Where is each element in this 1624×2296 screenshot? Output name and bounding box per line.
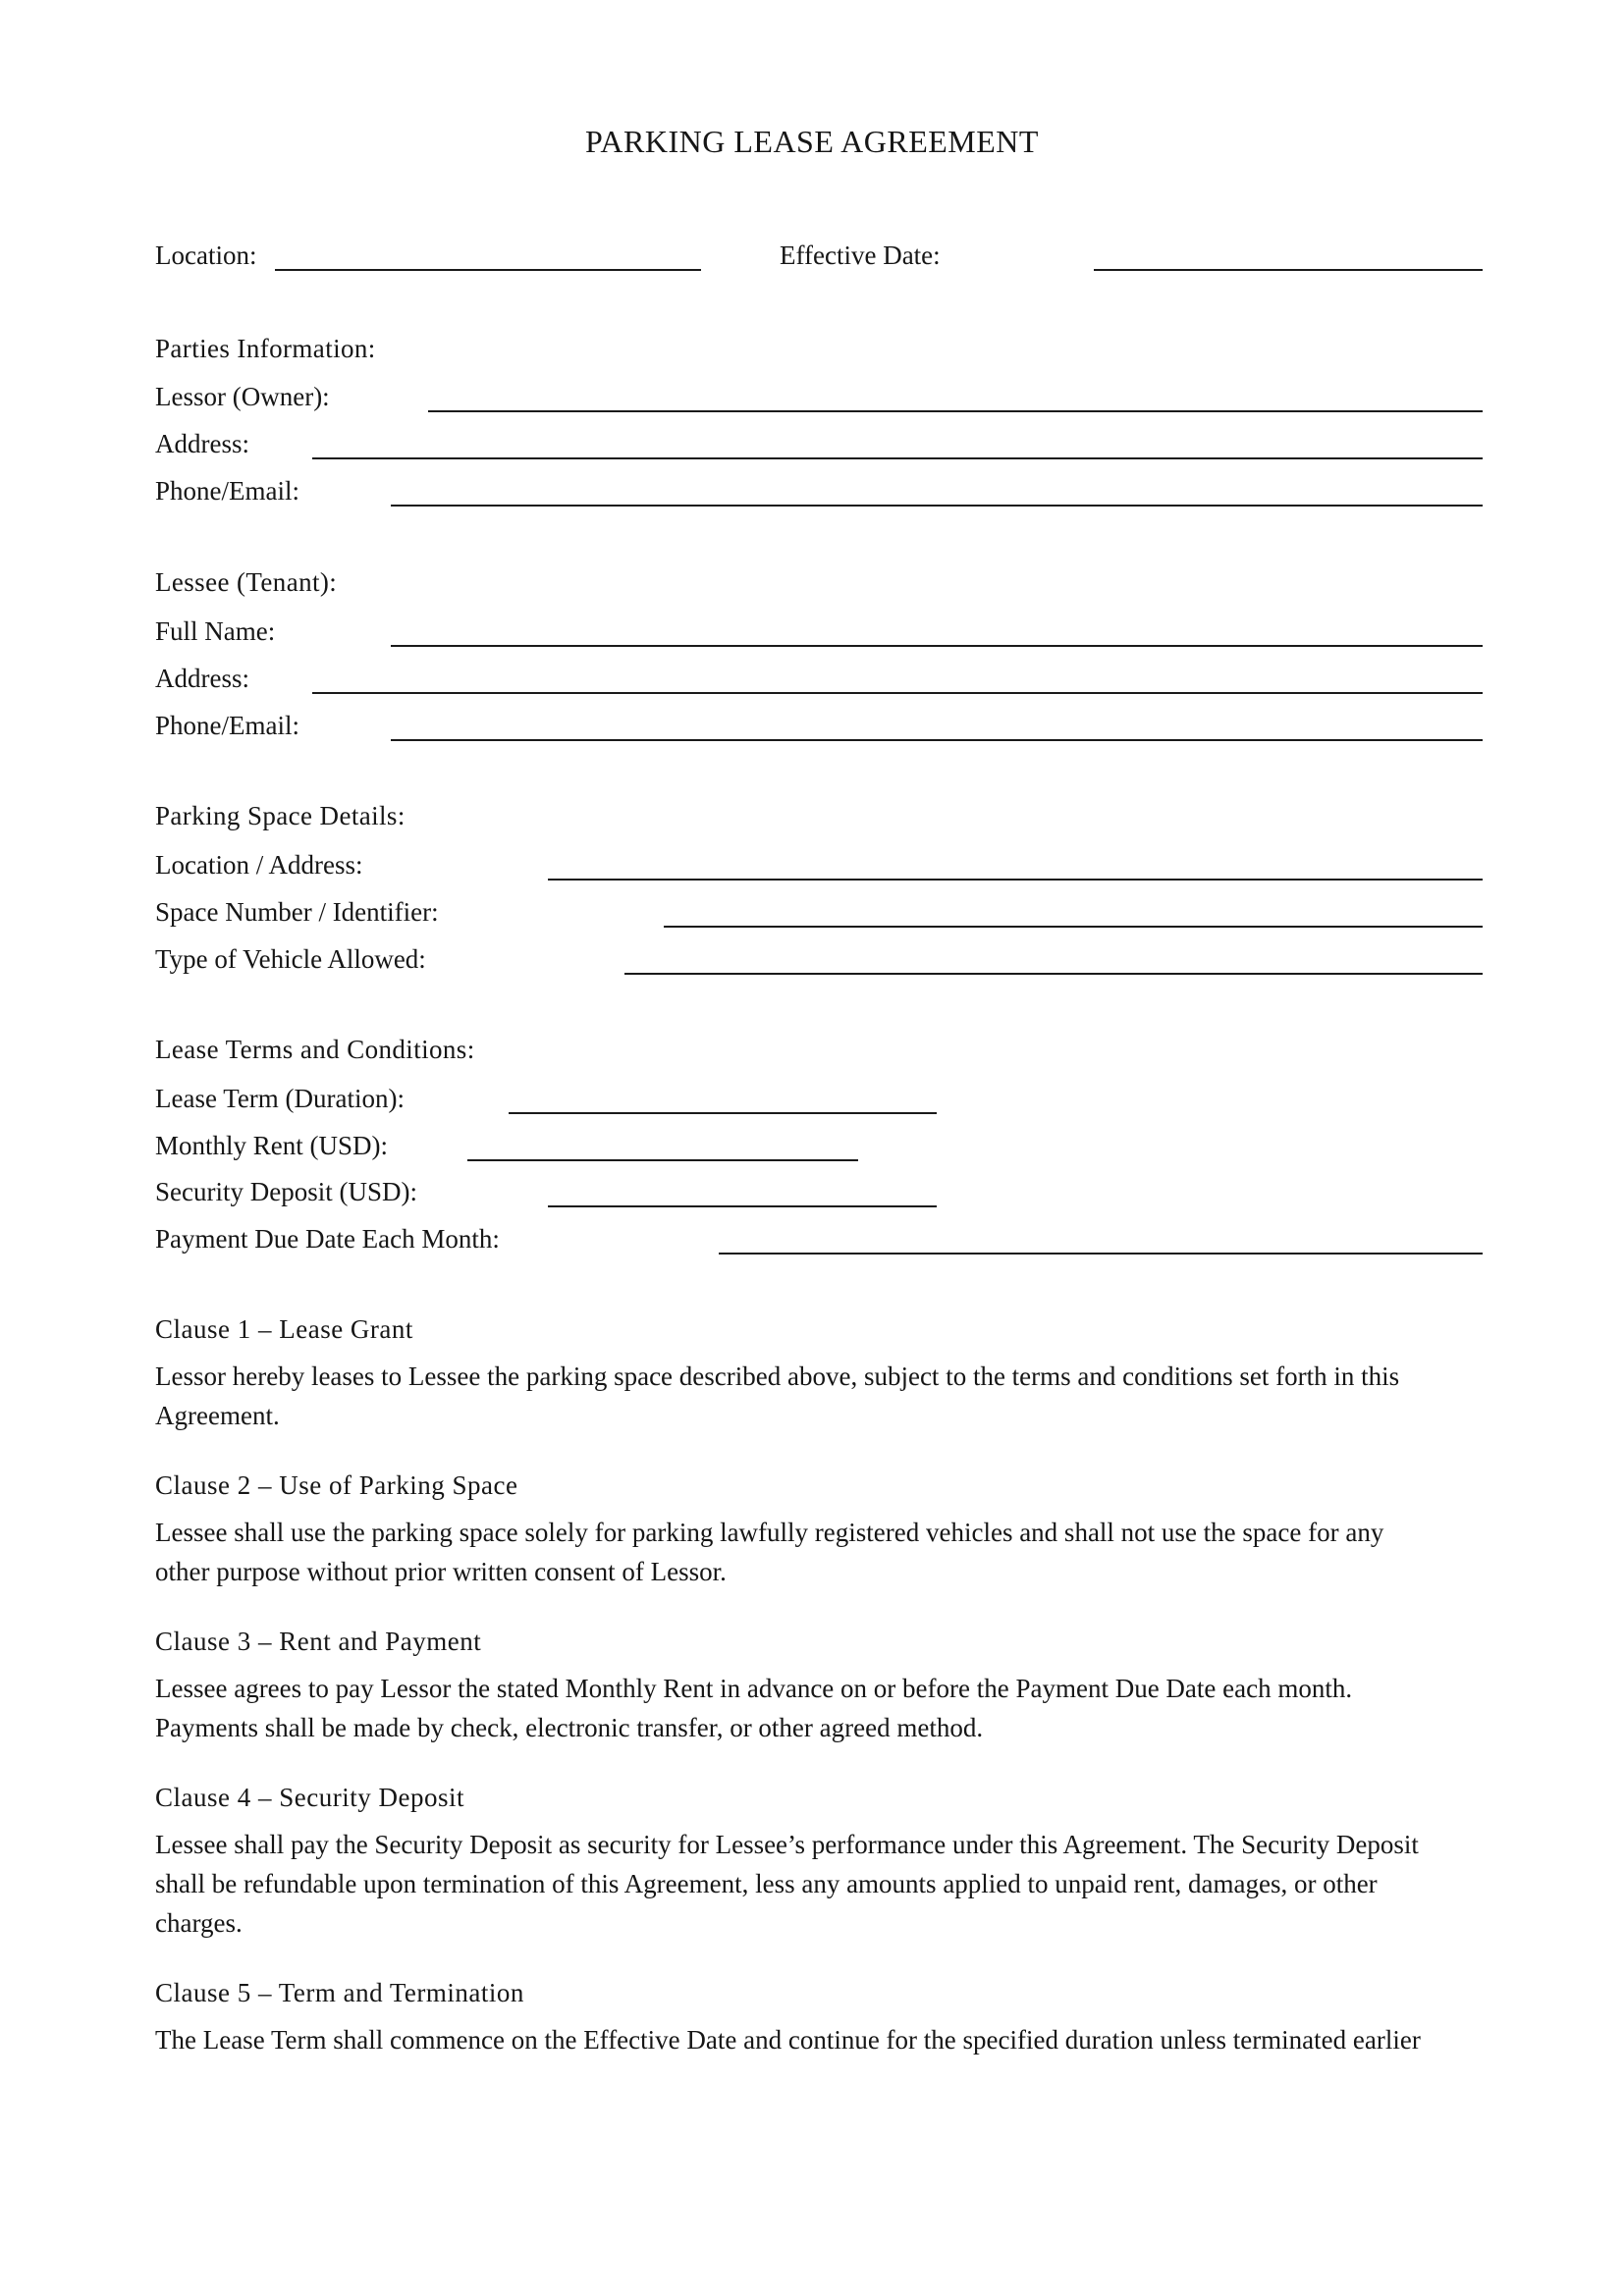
space-heading: Parking Space Details:: [155, 801, 406, 830]
clause-4-text: [155, 1825, 1483, 1943]
clause-3-text: [155, 1669, 1483, 1747]
clause-4-title: Clause 4 – Security Deposit: [155, 1783, 464, 1812]
space-number-row: [0, 888, 1624, 935]
clause-3-line-1: Lessee agrees to pay Lessor the stated Monthly Rent in advance on or before the Payment Due Date each month.: [155, 1674, 1353, 1703]
lease-term-field[interactable]: [509, 1112, 937, 1114]
security-deposit-field[interactable]: [548, 1205, 937, 1207]
monthly-rent-row: [0, 1122, 1624, 1169]
lessor-owner-row: [0, 373, 1624, 420]
security-deposit-label: Security Deposit (USD):: [155, 1177, 417, 1206]
lessor-address-field[interactable]: [312, 457, 1483, 459]
lease-term-label: Lease Term (Duration):: [155, 1084, 406, 1113]
space-location-field[interactable]: [548, 879, 1483, 881]
effective-date-label: Effective Date:: [780, 240, 941, 270]
clause-3-line-2: Payments shall be made by check, electronic transfer, or other agreed method.: [155, 1713, 984, 1742]
security-deposit-row: [0, 1168, 1624, 1215]
vehicle-type-label: Type of Vehicle Allowed:: [155, 944, 426, 974]
space-location-label: Location / Address:: [155, 850, 363, 880]
effective-date-field[interactable]: [1094, 269, 1483, 271]
clause-2-title: Clause 2 – Use of Parking Space: [155, 1470, 518, 1500]
clause-2-text: [155, 1513, 1483, 1591]
lessor-phone-label: Phone/Email:: [155, 476, 299, 506]
monthly-rent-label: Monthly Rent (USD):: [155, 1131, 389, 1160]
space-number-field[interactable]: [664, 926, 1483, 928]
vehicle-type-field[interactable]: [624, 973, 1483, 975]
clause-4-line-2: shall be refundable upon termination of this Agreement, less any amounts applied to unpaid rent, damages, or other: [155, 1869, 1378, 1898]
lessee-address-label: Address:: [155, 664, 249, 693]
lessee-phone-row: [0, 702, 1624, 749]
location-row: [0, 232, 1624, 279]
lessee-phone-field[interactable]: [391, 739, 1483, 741]
clause-1-text: [155, 1357, 1483, 1435]
clause-5-title: Clause 5 – Term and Termination: [155, 1978, 524, 2007]
location-label: Location:: [155, 240, 257, 270]
lessee-address-field[interactable]: [312, 692, 1483, 694]
clause-1-line-1: Lessor hereby leases to Lessee the parking space described above, subject to the terms and conditions set forth in this: [155, 1362, 1400, 1391]
vehicle-type-row: [0, 935, 1624, 983]
lessee-name-row: [0, 608, 1624, 655]
lessee-phone-label: Phone/Email:: [155, 711, 299, 740]
lessor-address-label: Address:: [155, 429, 249, 458]
clause-5-text: [155, 2020, 1483, 2059]
monthly-rent-field[interactable]: [467, 1159, 858, 1161]
space-location-row: [0, 841, 1624, 888]
lessee-name-field[interactable]: [391, 645, 1483, 647]
clause-1-line-2: Agreement.: [155, 1401, 280, 1430]
clause-4-line-3: charges.: [155, 1908, 243, 1938]
payment-due-row: [0, 1215, 1624, 1262]
clause-4-line-1: Lessee shall pay the Security Deposit as security for Lessee’s performance under this Agreement. The Security Deposit: [155, 1830, 1419, 1859]
space-number-label: Space Number / Identifier:: [155, 897, 439, 927]
lessor-owner-label: Lessor (Owner):: [155, 382, 330, 411]
terms-heading: Lease Terms and Conditions:: [155, 1035, 475, 1064]
lessee-name-label: Full Name:: [155, 616, 276, 646]
lessor-address-row: [0, 420, 1624, 467]
clause-2-line-1: Lessee shall use the parking space solely for parking lawfully registered vehicles and shall not use the space for any: [155, 1518, 1384, 1547]
clause-2-line-2: other purpose without prior written consent of Lessor.: [155, 1557, 727, 1586]
lessor-phone-row: [0, 467, 1624, 514]
clause-1-title: Clause 1 – Lease Grant: [155, 1314, 413, 1344]
lessee-heading: Lessee (Tenant):: [155, 567, 338, 597]
parties-heading: Parties Information:: [155, 334, 376, 363]
page-title: PARKING LEASE AGREEMENT: [585, 124, 1039, 159]
clause-5-line-1: The Lease Term shall commence on the Effective Date and continue for the specified duration unless terminated earlier: [155, 2025, 1421, 2055]
payment-due-field[interactable]: [719, 1253, 1483, 1255]
clause-3-title: Clause 3 – Rent and Payment: [155, 1627, 482, 1656]
location-field[interactable]: [275, 269, 701, 271]
lessee-address-row: [0, 655, 1624, 702]
payment-due-label: Payment Due Date Each Month:: [155, 1224, 500, 1254]
lessor-owner-field[interactable]: [428, 410, 1483, 412]
lessor-phone-field[interactable]: [391, 505, 1483, 507]
lease-term-row: [0, 1075, 1624, 1122]
